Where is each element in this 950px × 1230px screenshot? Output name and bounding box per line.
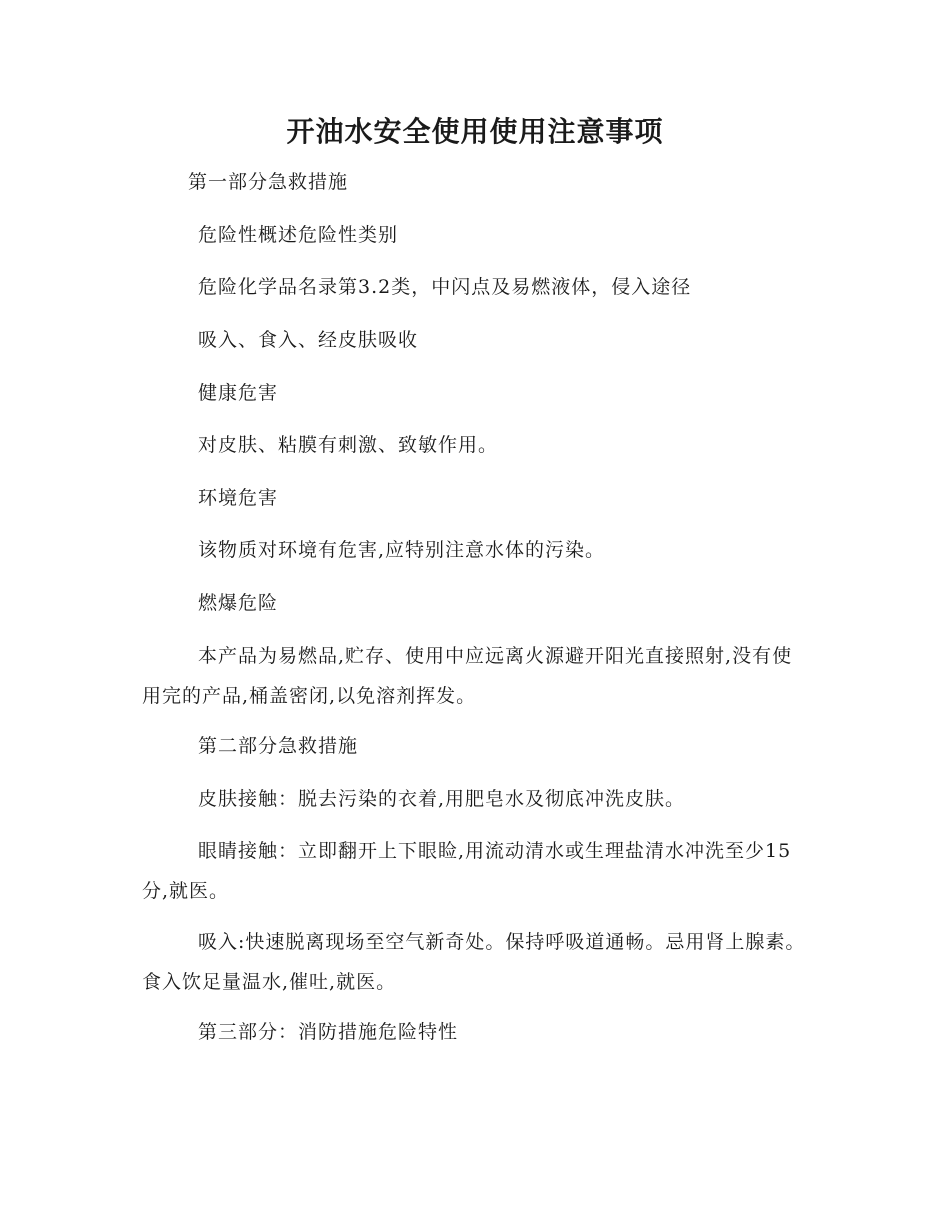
paragraph-section-3-heading: 第三部分：消防措施危险特性 — [198, 1021, 459, 1043]
paragraph-section-2-heading: 第二部分急救措施 — [198, 735, 359, 757]
paragraph-inhalation: 吸入:快速脱离现场至空气新奇处。保持呼吸道通畅。忌用肾上腺素。食入饮足量温水,催吐,就医。 — [142, 931, 806, 993]
document-title: 开油水安全使用使用注意事项 — [286, 115, 664, 148]
paragraph-environment-hazard: 该物质对环境有危害,应特别注意水体的污染。 — [198, 539, 606, 561]
paragraph-exposure-routes: 吸入、食入、经皮肤吸收 — [198, 329, 419, 351]
paragraph-health-hazard: 对皮肤、粘膜有刺激、致敏作用。 — [198, 434, 499, 456]
paragraph-skin-contact: 皮肤接触：脱去污染的衣着,用肥皂水及彻底冲洗皮肤。 — [198, 788, 686, 810]
paragraph-fire-hazard-heading: 燃爆危险 — [198, 592, 279, 614]
paragraph-hazard-overview: 危险性概述危险性类别 — [198, 224, 399, 246]
paragraph-environment-heading: 环境危害 — [198, 487, 279, 509]
paragraph-hazard-class: 危险化学品名录第3.2类，中闪点及易燃液体，侵入途径 — [198, 276, 692, 298]
paragraph-eye-contact: 眼睛接触：立即翻开上下眼睑,用流动清水或生理盐清水冲洗至少15分,就医。 — [142, 840, 792, 902]
paragraph-health-hazard-heading: 健康危害 — [198, 382, 279, 404]
paragraph-section-1-heading: 第一部分急救措施 — [188, 171, 349, 193]
paragraph-fire-hazard: 本产品为易燃品,贮存、使用中应远离火源避开阳光直接照射,没有使用完的产品,桶盖密闭,以免溶剂挥发。 — [142, 645, 793, 707]
